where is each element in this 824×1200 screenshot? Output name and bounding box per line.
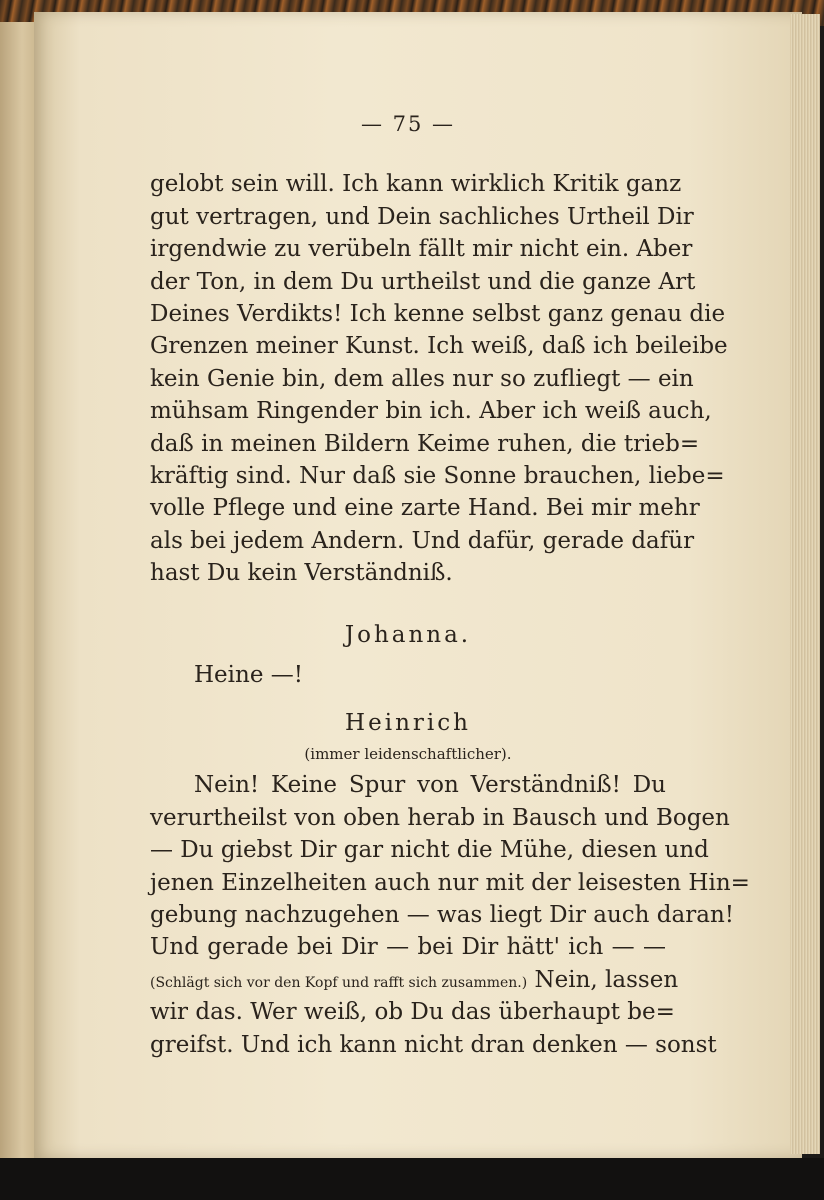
text-line: der Ton, in dem Du urtheilst und die ganze Art xyxy=(150,268,696,295)
paragraph-1 xyxy=(150,168,728,589)
text-line: Und gerade bei Dir — bei Dir hätt' ich — — xyxy=(150,934,666,961)
text-line: gebung nachzugehen — was liegt Dir auch daran! xyxy=(150,902,735,929)
text-line: gelobt sein will. Ich kann wirklich Kritik ganz xyxy=(150,171,682,198)
text-line: verurtheilst von oben herab in Bausch und Bogen xyxy=(150,804,730,831)
text-line: greifst. Und ich kann nicht dran denken — sonst xyxy=(150,1031,717,1058)
text-line: hast Du kein Verständniß. xyxy=(150,560,453,587)
text-line: volle Pflege und eine zarte Hand. Bei mir mehr xyxy=(150,495,700,522)
text-line: — Du giebst Dir gar nicht die Mühe, diesen und xyxy=(150,837,709,864)
johanna-line: Heine —! xyxy=(194,662,304,689)
page-text xyxy=(150,108,750,1061)
speaker-johanna: Johanna. xyxy=(344,622,472,649)
text-line: Grenzen meiner Kunst. Ich weiß, daß ich beileibe xyxy=(150,333,728,360)
text-line: gut vertragen, und Dein sachliches Urtheil Dir xyxy=(150,203,694,230)
text-line: wir das. Wer weiß, ob Du das überhaupt be= xyxy=(150,999,675,1026)
text-line: daß in meinen Bildern Keime ruhen, die trieb= xyxy=(150,430,700,457)
background-bottom xyxy=(0,1158,824,1200)
inline-continuation: Nein, lassen xyxy=(527,966,679,993)
stage-direction-inline: (Schlägt sich vor den Kopf und rafft sich zusammen.) xyxy=(150,974,528,991)
text-line: Deines Verdikts! Ich kenne selbst ganz genau die xyxy=(150,300,726,327)
text-line: irgendwie zu verübeln fällt mir nicht ein. Aber xyxy=(150,236,693,263)
text-line: kräftig sind. Nur daß sie Sonne brauchen, liebe= xyxy=(150,462,725,489)
text-line: kein Genie bin, dem alles nur so zufliegt — ein xyxy=(150,365,694,392)
page-number: — 75 — xyxy=(360,112,456,136)
page-stack-edges xyxy=(790,14,820,1154)
text-line xyxy=(150,964,679,996)
stage-direction-heinrich: (immer leidenschaftlicher). xyxy=(304,745,512,764)
paragraph-2 xyxy=(150,769,750,1061)
text-line: jenen Einzelheiten auch nur mit der leisesten Hin= xyxy=(150,869,750,896)
speaker-heinrich: Heinrich xyxy=(345,710,471,737)
text-line: Nein! Keine Spur von Verständniß! Du xyxy=(194,772,666,799)
text-line: mühsam Ringender bin ich. Aber ich weiß auch, xyxy=(150,398,712,425)
text-line: als bei jedem Andern. Und dafür, gerade dafür xyxy=(150,527,695,554)
